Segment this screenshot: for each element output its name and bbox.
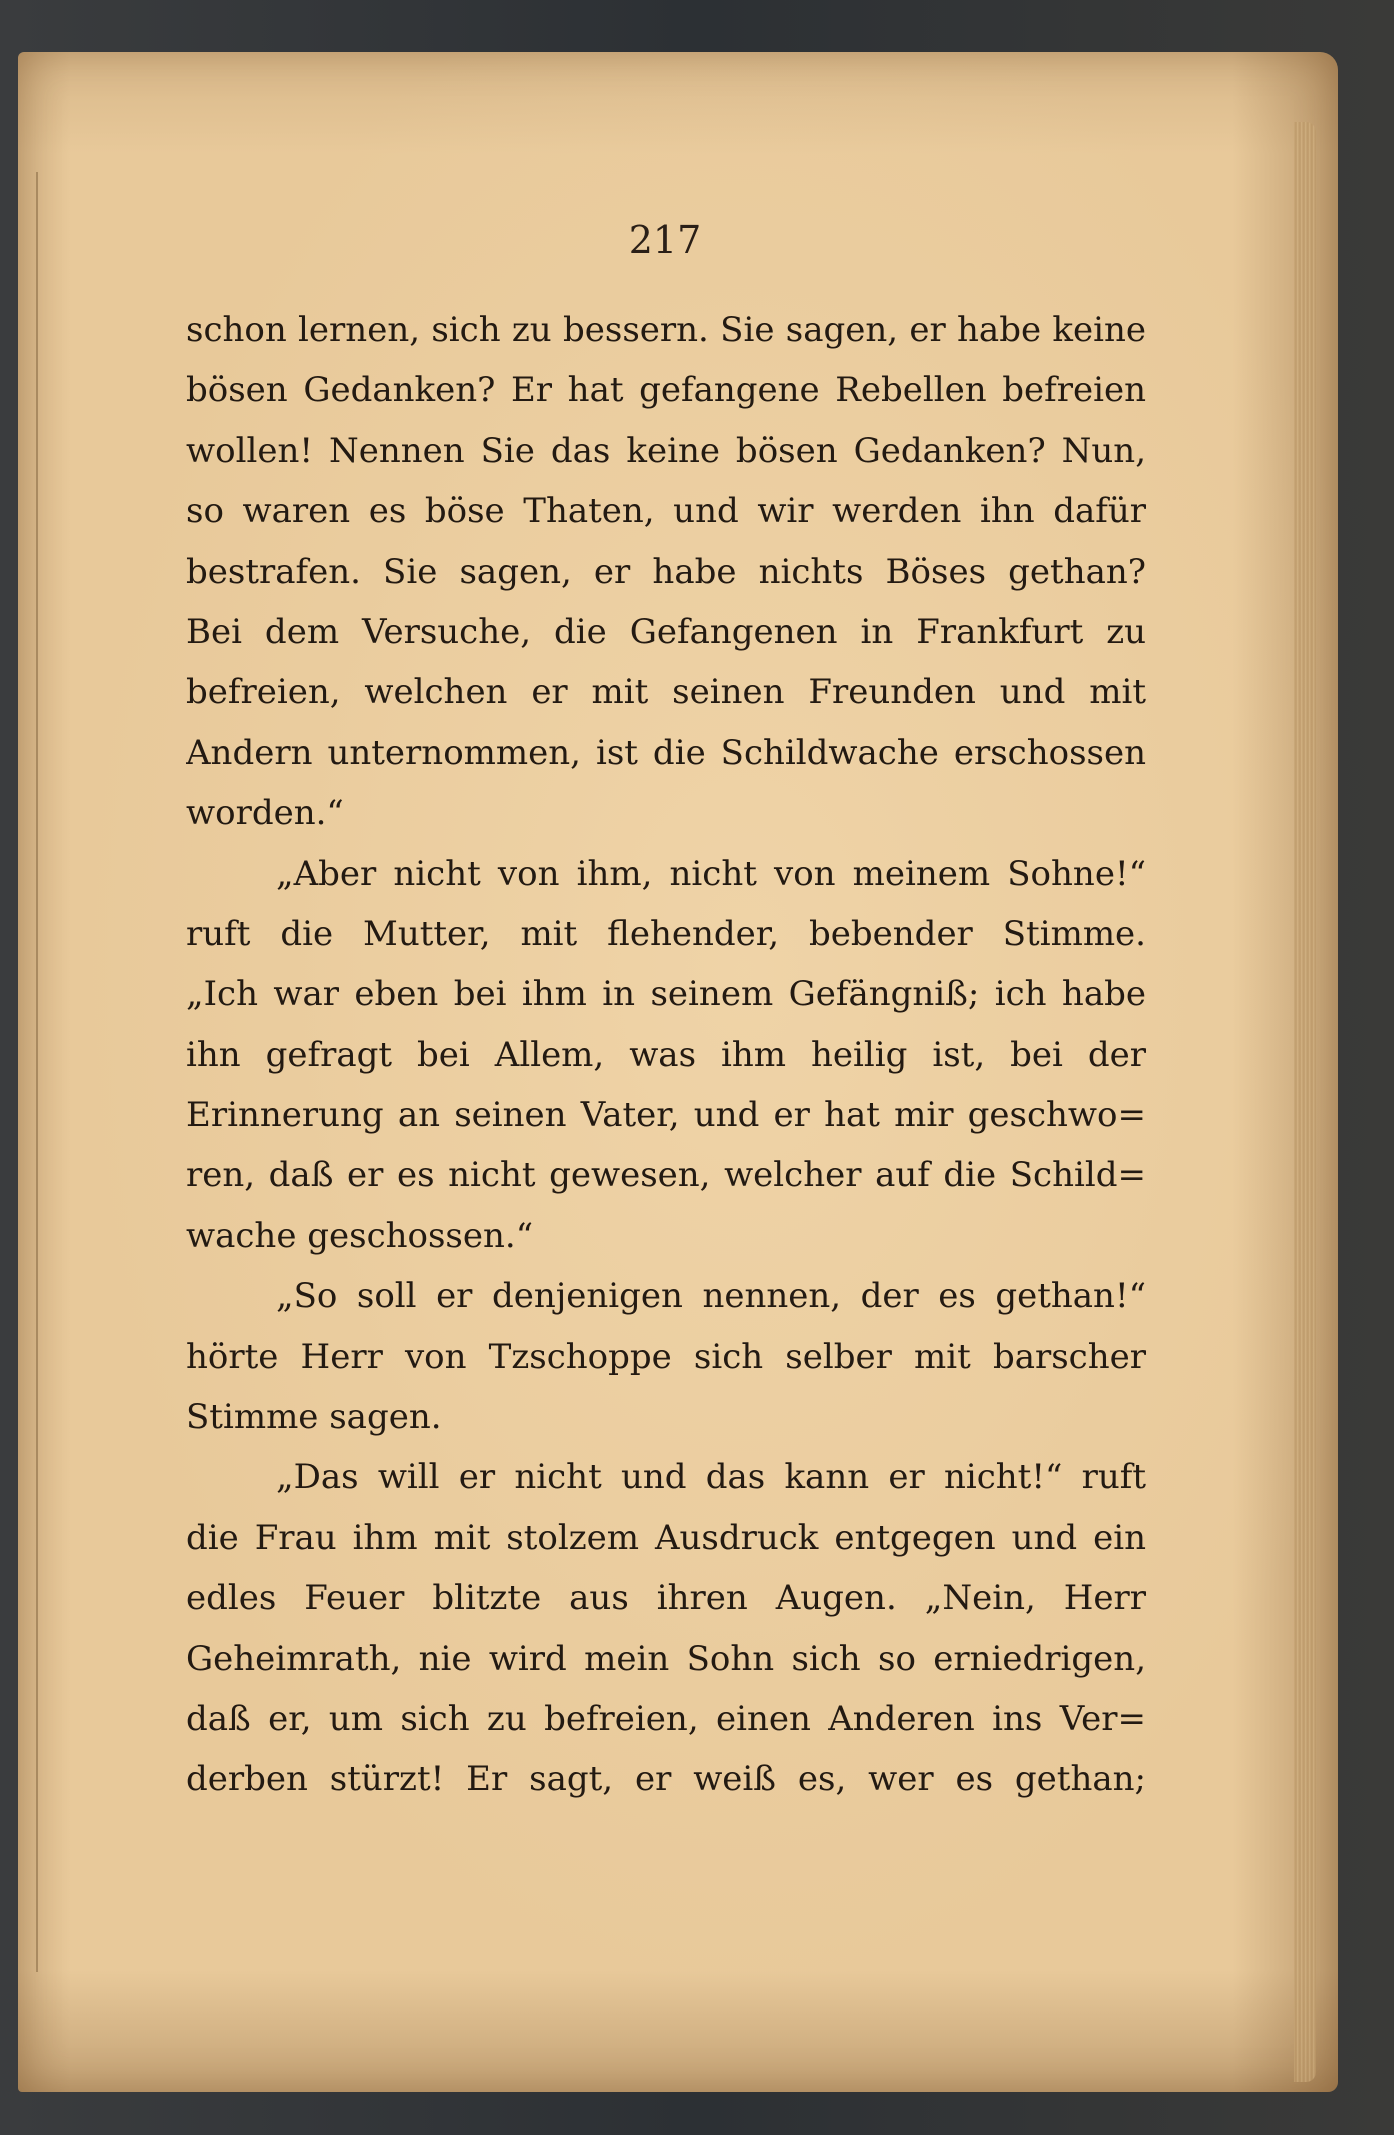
page-leaf-edges [1294, 122, 1316, 2082]
text-line: Andern unternommen, ist die Schildwache erschossen [186, 732, 1146, 773]
text-line: bestrafen. Sie sagen, er habe nichts Böses gethan? [186, 551, 1146, 592]
text-line: derben stürzt! Er sagt, er weiß es, wer es gethan; [186, 1759, 1146, 1800]
text-line: wollen! Nennen Sie das keine bösen Gedanken? Nun, [186, 430, 1146, 471]
body-text [186, 300, 1146, 1810]
text-line: „Das will er nicht und das kann er nicht!“ ruft [276, 1457, 1146, 1498]
text-line: ruft die Mutter, mit flehender, bebender Stimme. [186, 913, 1146, 954]
text-line: daß er, um sich zu befreien, einen Anderen ins Ver= [186, 1698, 1146, 1739]
text-line: „Aber nicht von ihm, nicht von meinem Sohne!“ [276, 853, 1146, 894]
text-line: hörte Herr von Tzschoppe sich selber mit barscher [186, 1336, 1146, 1377]
text-line: bösen Gedanken? Er hat gefangene Rebellen befreien [186, 370, 1146, 411]
text-line: so waren es böse Thaten, und wir werden ihn dafür [186, 491, 1146, 532]
text-line: Stimme sagen. [186, 1397, 442, 1438]
text-line: Bei dem Versuche, die Gefangenen in Frankfurt zu [186, 611, 1146, 652]
binding-edge [36, 172, 52, 1972]
text-line: „Ich war eben bei ihm in seinem Gefängniß; ich habe [186, 974, 1146, 1015]
text-line: schon lernen, sich zu bessern. Sie sagen, er habe keine [186, 310, 1146, 350]
text-line: die Frau ihm mit stolzem Ausdruck entgegen und ein [186, 1517, 1146, 1558]
text-line: Erinnerung an seinen Vater, und er hat mir geschwo= [186, 1095, 1146, 1136]
text-line: edles Feuer blitzte aus ihren Augen. „Nein, Herr [186, 1578, 1146, 1619]
text-line: „So soll er denjenigen nennen, der es gethan!“ [276, 1276, 1146, 1317]
text-line: befreien, welchen er mit seinen Freunden und mit [186, 672, 1146, 713]
text-line: Geheimrath, nie wird mein Sohn sich so erniedrigen, [186, 1638, 1146, 1679]
text-line: ihn gefragt bei Allem, was ihm heilig ist, bei der [186, 1034, 1146, 1075]
text-line: wache geschossen.“ [186, 1215, 534, 1256]
page-number: 217 [628, 218, 702, 262]
text-line: worden.“ [186, 793, 344, 834]
text-line: ren, daß er es nicht gewesen, welcher auf die Schild= [186, 1155, 1146, 1196]
